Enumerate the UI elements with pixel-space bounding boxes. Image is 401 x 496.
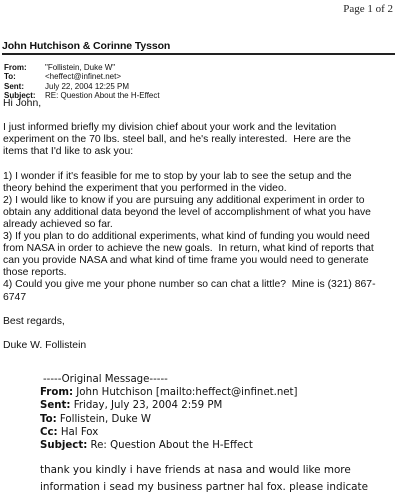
mailbox-owner: John Hutchison & Corinne Tysson [2, 40, 171, 52]
greeting: Hi John, [3, 98, 42, 109]
to-label: To: [4, 72, 16, 82]
orig-cc-label: Cc: [40, 426, 58, 438]
original-message-separator: -----Original Message----- [43, 374, 168, 385]
to-value: <heffect@infinet.net> [45, 72, 122, 82]
item-2-line-2: obtain any additional data beyond the level of accomplishment of what you have [3, 206, 371, 218]
item-3-line-1: 3) If you plan to do additional experiments, what kind of funding you would need [3, 231, 370, 243]
orig-subject-value: Re: Question About the H-Effect [90, 440, 253, 452]
email-body [3, 98, 397, 352]
email-header [4, 63, 160, 101]
item-2-line-3: already achieved so far. [3, 218, 113, 230]
subject-value: RE: Question About the H-Effect [45, 91, 160, 101]
subject-label: Subject: [4, 91, 36, 101]
from-label: From: [4, 63, 27, 72]
header-divider [2, 53, 395, 55]
intro-line-3: items that I'd like to ask you: [3, 146, 134, 158]
item-4-line-1: 4) Could you give me your phone number so can chat a little? Mine is (321) 867- [3, 279, 376, 291]
original-message [40, 373, 298, 452]
reply-text [40, 462, 368, 496]
intro-line-2: experiment on the 70 lbs. steel ball, and he's really interested. Here are the [3, 134, 351, 146]
item-1-line-2: theory behind the experiment that you performed in the video. [3, 182, 287, 194]
orig-to-label: To: [40, 413, 57, 425]
signature: Duke W. Follistein [3, 339, 87, 351]
item-2-line-1: 2) I would like to know if you are pursuing any additional experiment in order to [3, 194, 365, 206]
intro-line-1: I just informed briefly my division chief about your work and the levitation [3, 122, 337, 134]
from-value: "Follistein, Duke W" [45, 63, 116, 72]
orig-sent-value: Friday, July 23, 2004 2:59 PM [73, 400, 223, 412]
orig-from-value: John Hutchison [mailto:heffect@infinet.net] [76, 387, 298, 399]
sent-value: July 22, 2004 12:25 PM [45, 81, 130, 91]
page-number: Page 1 of 2 [343, 3, 393, 15]
reply-line-1: thank you kindly i have friends at nasa and would like more [40, 464, 351, 476]
sent-label: Sent: [4, 81, 24, 91]
item-3-line-4: those reports. [3, 267, 67, 279]
orig-sent-label: Sent: [40, 400, 71, 412]
orig-subject-label: Subject: [40, 440, 88, 452]
item-1-line-1: 1) I wonder if it's feasible for me to stop by your lab to see the setup and the [3, 170, 352, 182]
orig-cc-value: Hal Fox [60, 426, 99, 438]
item-3-line-2: from NASA in order to achieve the new goals. In return, what kind of reports that [3, 243, 374, 255]
orig-to-value: Follistein, Duke W [59, 413, 151, 425]
reply-line-2: information i sead my business partner hal fox. please indicate [40, 481, 369, 493]
item-4-line-2: 6747 [3, 291, 27, 303]
item-3-line-3: can you provide NASA and what kind of time frame you would need to generate [3, 255, 369, 267]
orig-from-label: From: [40, 387, 74, 399]
closing: Best regards, [3, 315, 65, 327]
